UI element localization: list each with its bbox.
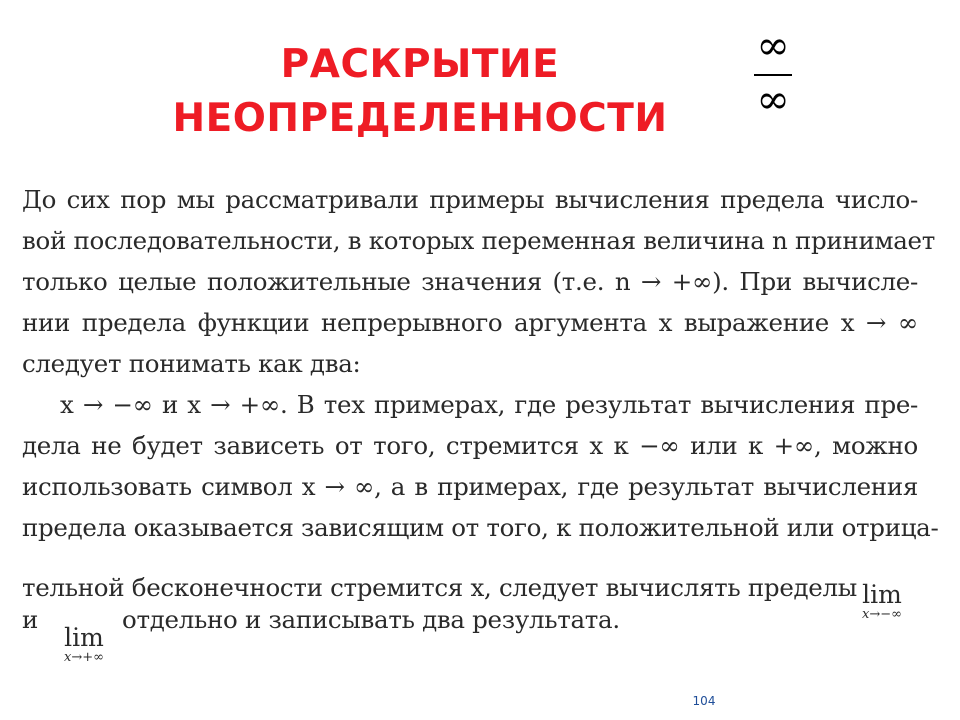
limit-minus-infinity xyxy=(846,582,918,622)
limit-plus-infinity xyxy=(48,625,120,665)
text-line: следует понимать как два: xyxy=(22,349,361,378)
text-line: x → −∞ и x → +∞. В тех примерах, где результат вычисления пре- xyxy=(60,390,918,419)
fraction-denominator: ∞ xyxy=(756,77,790,123)
infinity-fraction xyxy=(748,24,798,124)
text-line: использовать символ x → ∞, а в примерах, где результат вычисления xyxy=(22,472,918,501)
page-number: 104 xyxy=(692,694,716,708)
text-line: дела не будет зависеть от того, стремится x к −∞ или к +∞, можно xyxy=(22,431,918,460)
title-line-1: РАСКРЫТИЕ xyxy=(280,42,560,87)
fraction-numerator: ∞ xyxy=(756,23,790,69)
title-line-2: НЕОПРЕДЕЛЕННОСТИ xyxy=(172,96,668,141)
text-line: вой последовательности, в которых переменная величина n принимает xyxy=(22,226,936,255)
text-line: нии предела функции непрерывного аргумента x выражение x → ∞ xyxy=(22,308,918,337)
text-line: только целые положительные значения (т.е. n → +∞). При вычисле- xyxy=(22,267,918,296)
text-line: предела оказывается зависящим от того, к положительной или отрица- xyxy=(22,513,939,542)
lim-subscript: x→−∞ xyxy=(862,607,902,622)
text-line: и xyxy=(22,605,39,634)
fraction-bar xyxy=(754,74,792,76)
lim-symbol: lim xyxy=(862,580,902,609)
lim-subscript: x→+∞ xyxy=(64,650,104,665)
page-title xyxy=(150,38,690,146)
text-line: До сих пор мы рассматривали примеры вычисления предела число- xyxy=(22,185,918,214)
text-line: отдельно и записывать два результата. xyxy=(122,605,620,634)
lim-symbol: lim xyxy=(64,623,104,652)
text-line: тельной бесконечности стремится x, следует вычислять пределы xyxy=(22,573,857,602)
